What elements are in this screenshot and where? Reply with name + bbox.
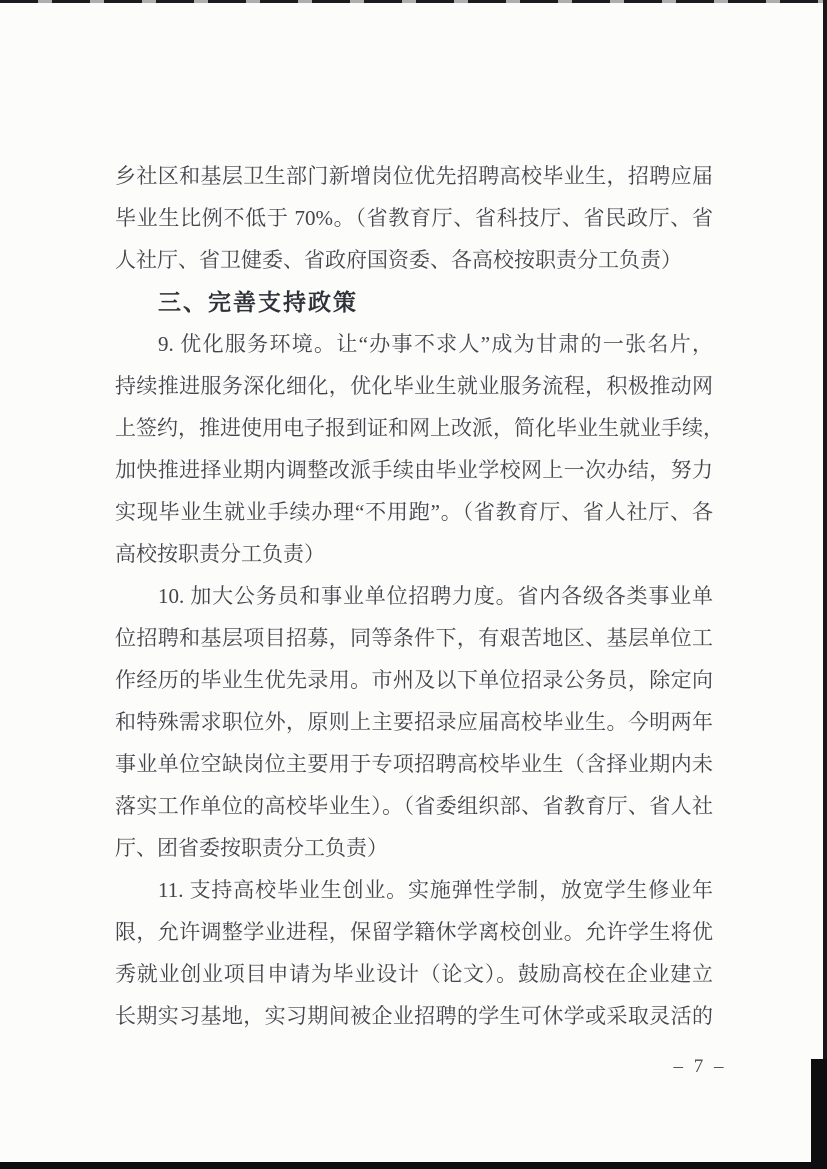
text-line: 11. 支持高校毕业生创业。实施弹性学制，放宽学生修业年 — [158, 878, 713, 902]
text-line: 加快推进择业期内调整改派手续由毕业学校网上一次办结，努力 — [115, 458, 713, 482]
paragraph-item-11 — [115, 869, 713, 1037]
scan-edge-right — [823, 0, 827, 1169]
text-line: 作经历的毕业生优先录用。市州及以下单位招录公务员，除定向 — [115, 668, 713, 692]
text-line: 秀就业创业项目申请为毕业设计（论文）。鼓励高校在企业建立 — [115, 962, 713, 986]
text-line: 高校按职责分工负责） — [115, 542, 325, 566]
paragraph-item-9 — [115, 323, 724, 575]
section-heading: 三、完善支持政策 — [158, 289, 358, 315]
scan-edge-top — [0, 0, 827, 3]
text-line: 持续推进服务深化细化，优化毕业生就业服务流程，积极推动网 — [115, 374, 713, 398]
page-number: – 7 – — [673, 1056, 727, 1077]
text-line: 毕业生比例不低于 70%。（省教育厅、省科技厅、省民政厅、省 — [115, 206, 713, 230]
paragraph-item-10 — [115, 575, 713, 869]
paragraph-intro — [115, 155, 713, 281]
text-line: 长期实习基地，实习期间被企业招聘的学生可休学或采取灵活的 — [115, 1004, 713, 1028]
text-line: 10. 加大公务员和事业单位招聘力度。省内各级各类事业单 — [158, 584, 713, 608]
text-line: 事业单位空缺岗位主要用于专项招聘高校毕业生（含择业期内未 — [115, 752, 713, 776]
text-line: 人社厅、省卫健委、省政府国资委、各高校按职责分工负责） — [115, 248, 682, 272]
scan-edge-corner — [811, 1059, 827, 1169]
text-line: 9. 优化服务环境。让“办事不求人”成为甘肃的一张名片， — [158, 332, 713, 356]
text-line: 和特殊需求职位外，原则上主要招录应届高校毕业生。今明两年 — [115, 710, 713, 734]
text-line: 落实工作单位的高校毕业生）。（省委组织部、省教育厅、省人社 — [115, 794, 713, 818]
text-line: 上签约，推进使用电子报到证和网上改派，简化毕业生就业手续， — [115, 416, 724, 440]
text-line: 位招聘和基层项目招募，同等条件下，有艰苦地区、基层单位工 — [115, 626, 713, 650]
text-line: 实现毕业生就业手续办理“不用跑”。（省教育厅、省人社厅、各 — [115, 500, 713, 524]
text-line: 限，允许调整学业进程，保留学籍休学离校创业。允许学生将优 — [115, 920, 713, 944]
scan-edge-bottom — [0, 1162, 827, 1169]
text-line: 厅、团省委按职责分工负责） — [115, 836, 388, 860]
text-line: 乡社区和基层卫生部门新增岗位优先招聘高校毕业生，招聘应届 — [115, 164, 713, 188]
document-body — [115, 155, 724, 1037]
